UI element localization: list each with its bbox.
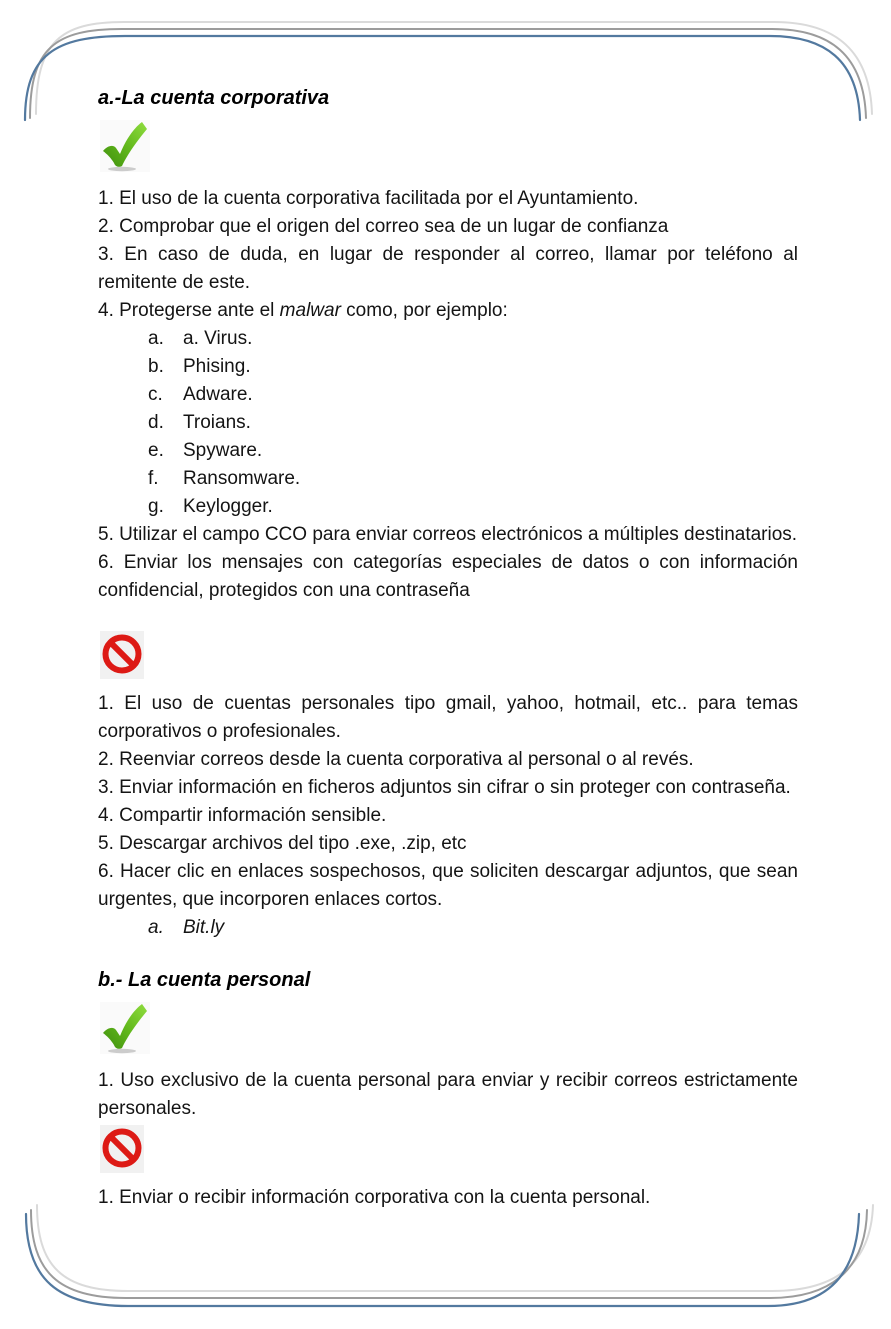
- page-content: [98, 84, 798, 1212]
- list-label: Keylogger.: [183, 496, 273, 517]
- list-item: [148, 325, 798, 353]
- list-label: Adware.: [183, 384, 253, 405]
- list-marker: b.: [148, 356, 164, 377]
- prohibited-section-marker: [98, 629, 798, 690]
- prohibited-section-marker: [98, 1123, 798, 1184]
- list-marker: d.: [148, 412, 164, 433]
- short-link-list: [98, 914, 798, 942]
- list-item: 1. Uso exclusivo de la cuenta personal para enviar y recibir correos estrictamente personales.: [98, 1070, 798, 1119]
- allowed-section-marker: [98, 112, 798, 185]
- list-item: [148, 353, 798, 381]
- malware-type-list: [98, 325, 798, 521]
- allowed-section-marker: [98, 994, 798, 1067]
- list-marker: a.: [148, 917, 164, 938]
- list-item: [148, 381, 798, 409]
- list-item: [98, 297, 798, 325]
- list-item: 2. Reenviar correos desde la cuenta corporativa al personal o al revés.: [98, 749, 694, 770]
- list-marker: f.: [148, 468, 159, 489]
- list-item: [148, 409, 798, 437]
- list-item: 3. En caso de duda, en lugar de responder al correo, llamar por teléfono al remitente de este.: [98, 244, 798, 293]
- list-label: Bit.ly: [183, 917, 225, 938]
- list-label: a. Virus.: [183, 328, 253, 349]
- list-item: 3. Enviar información en ficheros adjuntos sin cifrar o sin proteger con contraseña.: [98, 777, 791, 798]
- list-label: Troians.: [183, 412, 251, 433]
- list-item: [148, 465, 798, 493]
- list-item: 2. Comprobar que el origen del correo sea de un lugar de confianza: [98, 216, 669, 237]
- item-text: como, por ejemplo:: [340, 300, 508, 321]
- list-item: [148, 493, 798, 521]
- list-label: Ransomware.: [183, 468, 301, 489]
- no-entry-icon: [100, 1125, 144, 1173]
- list-marker: c.: [148, 384, 163, 405]
- list-item: 6. Hacer clic en enlaces sospechosos, que soliciten descargar adjuntos, que sean urgentes, que incorporen enlaces cortos.: [98, 861, 798, 910]
- list-item: 1. Enviar o recibir información corporativa con la cuenta personal.: [98, 1187, 651, 1208]
- list-marker: a.: [148, 328, 164, 349]
- spacer: [98, 605, 798, 629]
- spacer: [98, 942, 798, 966]
- list-item: 6. Enviar los mensajes con categorías especiales de datos o con información confidencial, protegidos con una contraseña: [98, 552, 798, 601]
- list-marker: e.: [148, 440, 164, 461]
- section-b-heading: b.- La cuenta personal: [98, 969, 311, 991]
- list-item: 5. Utilizar el campo CCO para enviar correos electrónicos a múltiples destinatarios.: [98, 524, 798, 545]
- section-a-heading: a.-La cuenta corporativa: [98, 87, 330, 109]
- green-check-icon: [100, 120, 150, 172]
- list-item: 1. El uso de cuentas personales tipo gmail, yahoo, hotmail, etc.. para temas corporativos o profesionales.: [98, 693, 798, 742]
- no-entry-icon: [100, 631, 144, 679]
- list-item: 5. Descargar archivos del tipo .exe, .zip, etc: [98, 833, 467, 854]
- emphasized-term: malwar: [279, 300, 341, 321]
- list-item: [148, 914, 798, 942]
- list-label: Spyware.: [183, 440, 263, 461]
- list-label: Phising.: [183, 356, 251, 377]
- list-item: 4. Compartir información sensible.: [98, 805, 387, 826]
- list-item: 1. El uso de la cuenta corporativa facilitada por el Ayuntamiento.: [98, 188, 639, 209]
- list-marker: g.: [148, 496, 164, 517]
- list-item: [148, 437, 798, 465]
- item-text: 4. Protegerse ante el: [98, 300, 280, 321]
- green-check-icon: [100, 1002, 150, 1054]
